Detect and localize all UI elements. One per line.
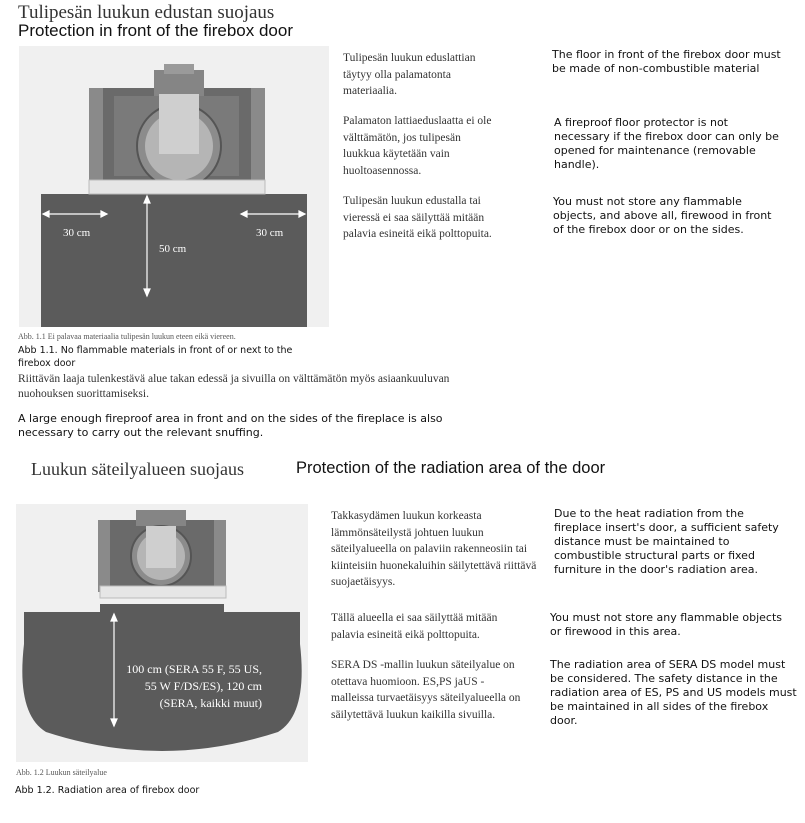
s2-para-fi-2: Tällä alueella ei saa säilyttää mitään palavia esineitä eikä polttopuita.	[331, 612, 498, 641]
s1-note-en: A large enough fireproof area in front and on the sides of the fireplace is also necessary to carry out the relevant snuffing.	[18, 412, 443, 439]
s1-caption-en: Abb 1.1. No flammable materials in front of or next to the firebox door	[18, 345, 293, 369]
radiation-dim-label: 100 cm (SERA 55 F, 55 US, 55 W F/DS/ES), 120 cm (SERA, kaikki muut)	[126, 662, 262, 710]
s1-para-en-2: A fireproof floor protector is not necessary if the firebox door can only be opened for maintenance (removable handle).	[554, 116, 779, 171]
hearth-plate-2	[100, 586, 226, 598]
s1-para-fi-2: Palamaton lattiaeduslaatta ei ole välttämätön, jos tulipesän luukkua käytetään vain huoltoasennossa.	[343, 115, 492, 177]
s1-para-fi-1: Tulipesän luukun eduslattian täytyy olla palamatonta materiaalia.	[343, 52, 476, 97]
dim-right-label: 30 cm	[256, 227, 284, 239]
s2-para-en-2: You must not store any flammable objects or firewood in this area.	[550, 611, 783, 638]
figure-floor-protection	[19, 46, 329, 327]
s1-para-en-1: The floor in front of the firebox door must be made of non-combustible material	[552, 48, 781, 75]
radiation-area-illustration	[16, 504, 308, 762]
s1-caption-fi: Abb. 1.1 Ei palavaa materiaalia tulipesän luukun eteen eikä viereen.	[18, 332, 236, 341]
section2-title-en: Protection of the radiation area of the door	[296, 459, 606, 477]
section1-title-fi: Tulipesän luukun edustan suojaus	[18, 2, 275, 23]
hearth-plate	[89, 180, 265, 194]
dim-left-label: 30 cm	[63, 227, 91, 239]
fireplace-top-view-illustration	[19, 46, 329, 327]
s2-para-en-3: The radiation area of SERA DS model must be considered. The safety distance in the radiation area of ES, PS and US models must be maintained in all sides of the firebox door.	[550, 658, 797, 727]
s2-para-en-1: Due to the heat radiation from the fireplace insert's door, a sufficient safety distance must be maintained to combustible structural parts or fixed furniture in the door's radiation area.	[554, 507, 779, 576]
s1-para-fi-3: Tulipesän luukun edustalla tai vieressä ei saa säilyttää mitään palavia esineitä eikä polttopuita.	[343, 195, 492, 240]
figure-radiation-area	[16, 504, 308, 762]
section2-title-fi: Luukun säteilyalueen suojaus	[31, 459, 244, 479]
s2-caption-en: Abb 1.2. Radiation area of firebox door	[15, 785, 200, 796]
s2-para-fi-1: Takkasydämen luukun korkeasta lämmönsäteilystä johtuen luukun säteilyalueella on palaviin rakenneosiin tai kiinteisiin huonekaluihin säilytettävä riittävä suojaetäisyys.	[331, 510, 537, 588]
dim-front-label: 50 cm	[159, 243, 187, 255]
s1-note-fi: Riittävän laaja tulenkestävä alue takan edessä ja sivuilla on välttämätön myös asiaankuuluvan nuohouksen suorittamiseksi.	[18, 373, 450, 400]
section1-title-en: Protection in front of the firebox door	[18, 21, 293, 40]
s2-para-fi-3: SERA DS -mallin luukun säteilyalue on otettava huomioon. ES,PS jaUS -malleissa turvaetäisyys säteilyalueella on säilytettävä luukun kaikilla sivuilla.	[331, 659, 521, 721]
s1-para-en-3: You must not store any flammable objects, and above all, firewood in front of the firebox door or on the sides.	[553, 195, 772, 236]
s2-caption-fi: Abb. 1.2 Luukun säteilyalue	[16, 768, 107, 777]
